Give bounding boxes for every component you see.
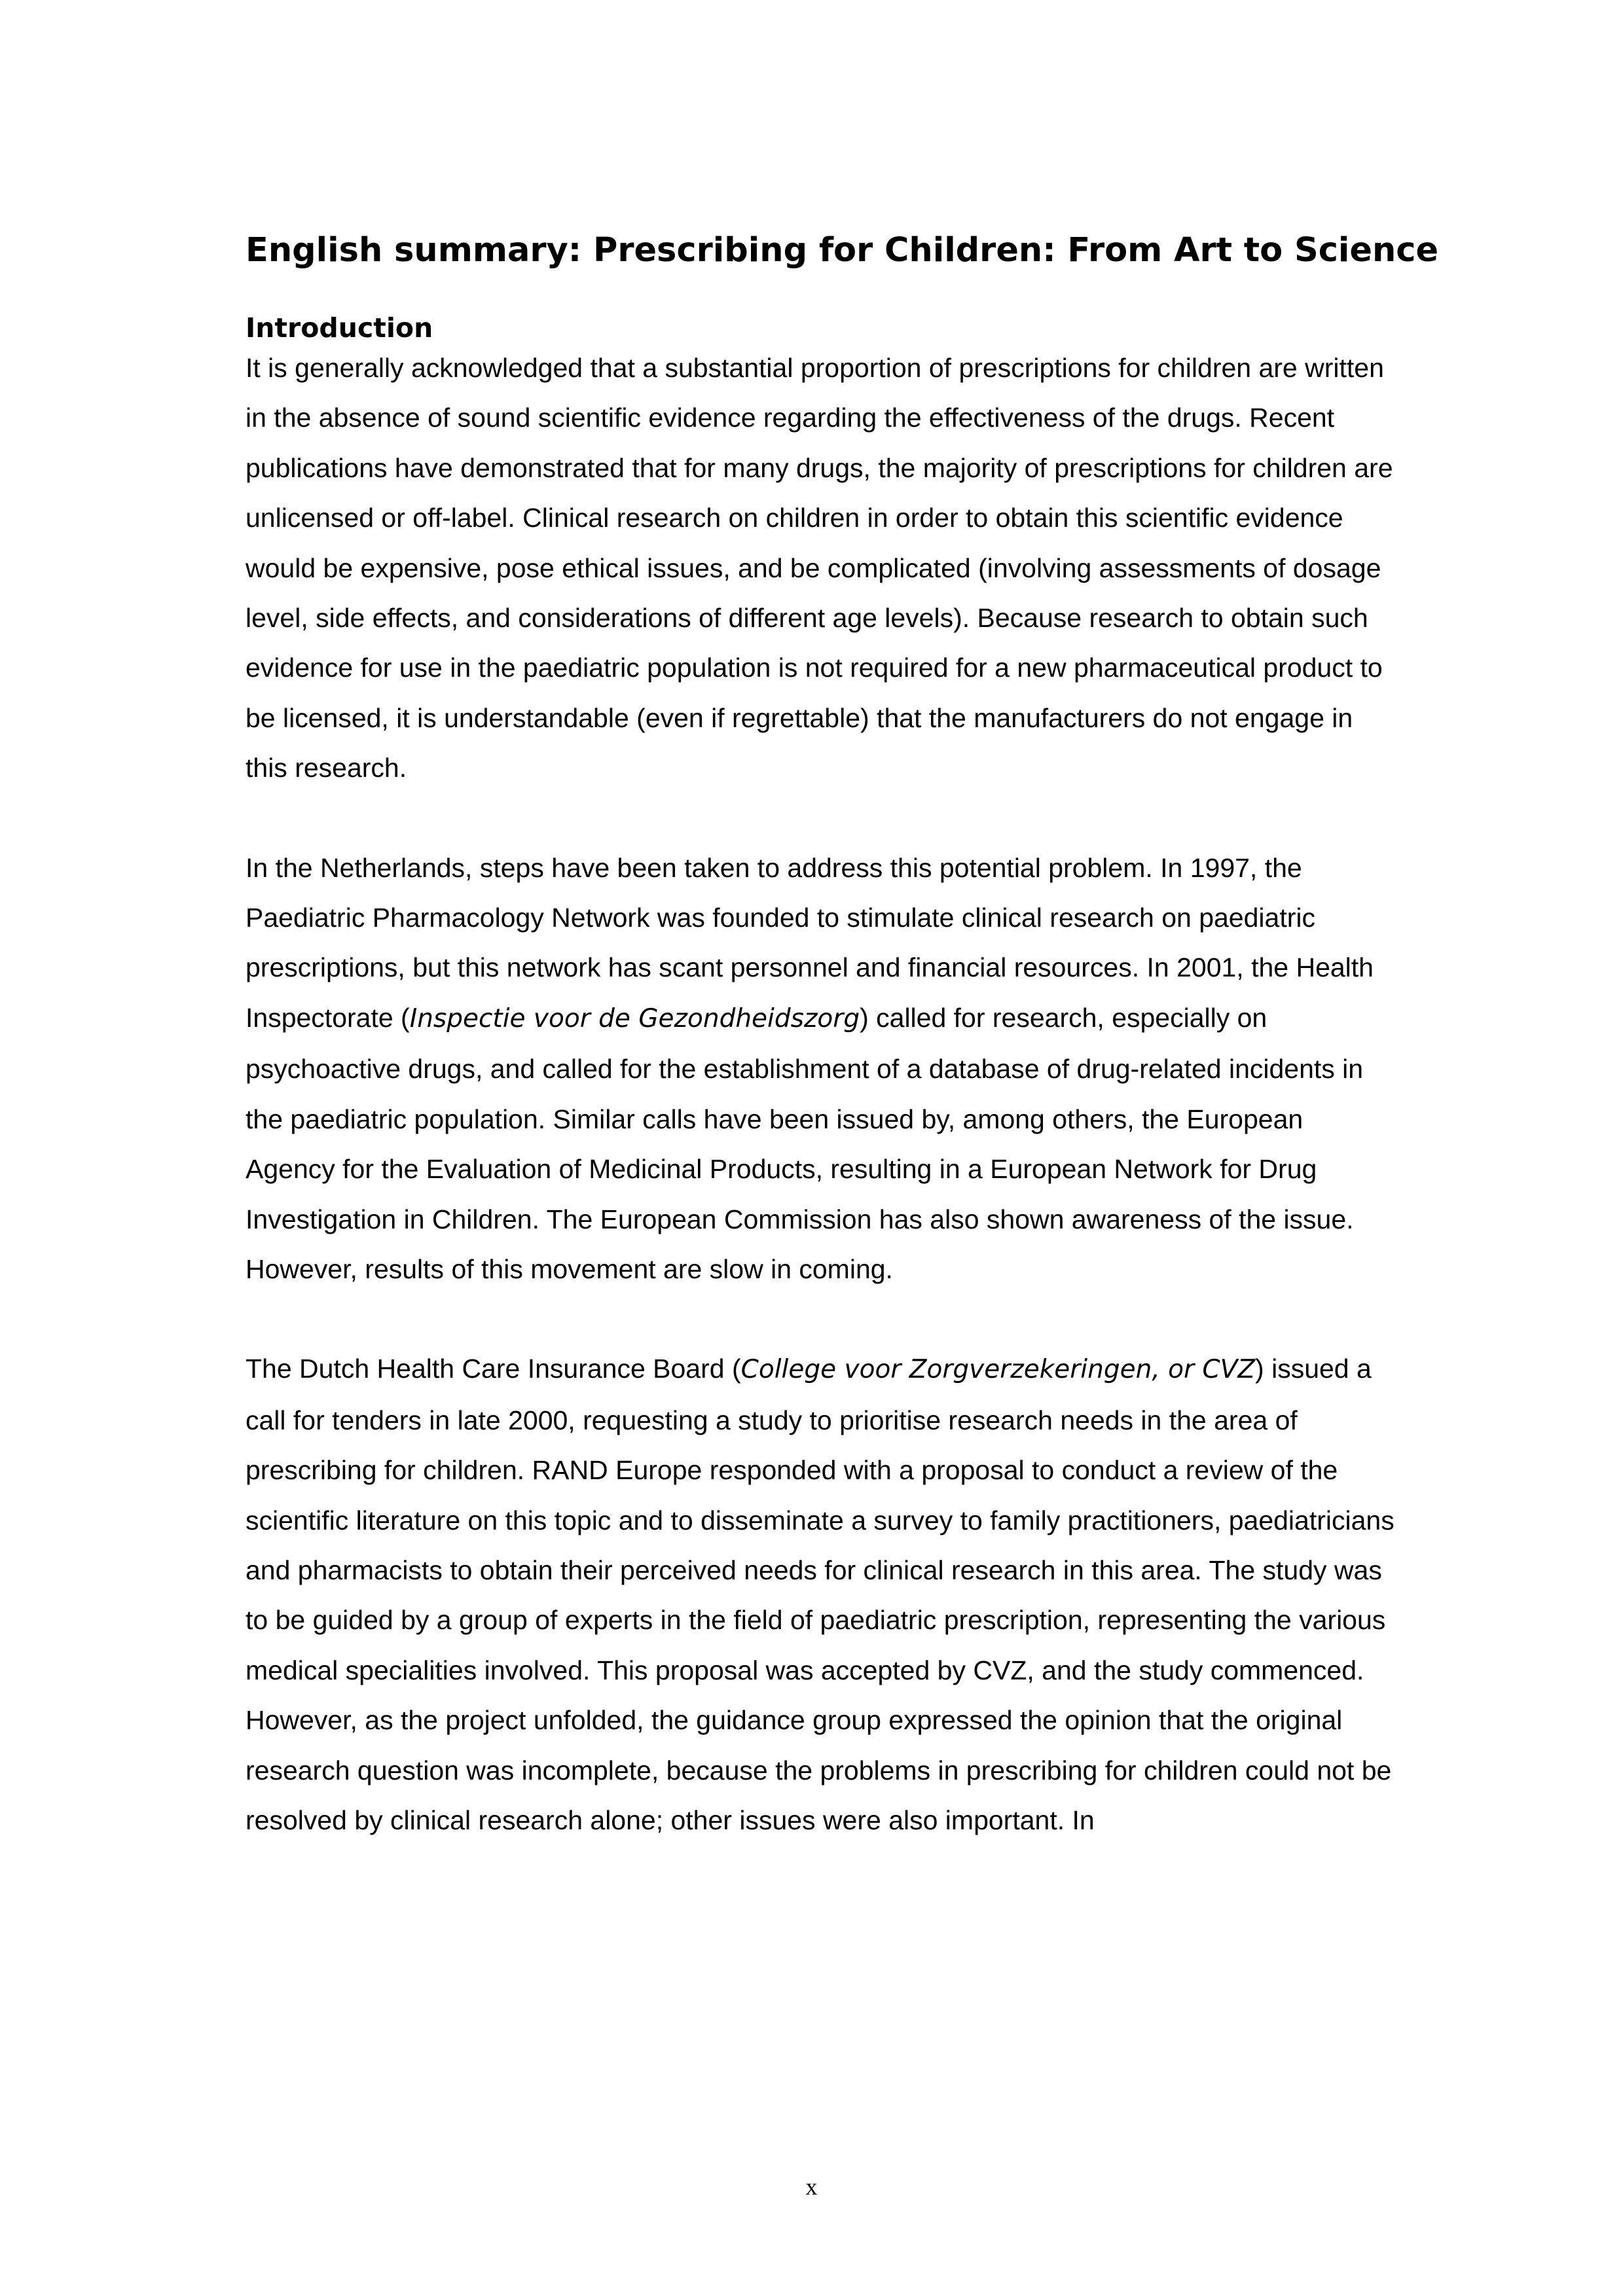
paragraph-3 xyxy=(246,1344,1398,1845)
paragraph-2 xyxy=(246,843,1398,1295)
paragraph-3-text-b: ) issued a call for tenders in late 2000, requesting a study to prioritise research needs in the area of prescribing for children. RAND Europe responded with a proposal to conduct a review of the scientific literature on this topic and to disseminate a survey to family practitioners, paediatricians and pharmacists to obtain their perceived needs for clinical research in this area. The study was to be guided by a group of experts in the field of paediatric prescription, representing the various medical specialities involved. This proposal was accepted by CVZ, and the study commenced. However, as the project unfolded, the guidance group expressed the opinion that the original research question was incomplete, because the problems in prescribing for children could not be resolved by clinical research alone; other issues were also important. In xyxy=(246,1354,1395,1835)
section-heading-introduction: Introduction xyxy=(246,312,433,344)
document-page xyxy=(246,228,1439,1845)
paragraph-3-text-a: The Dutch Health Care Insurance Board ( xyxy=(246,1354,741,1384)
paragraph-1: It is generally acknowledged that a substantial proportion of prescriptions for children are written in the absence of sound scientific evidence regarding the effectiveness of the drugs. Recent publications have demonstrated that for many drugs, the majority of prescriptions for children are unlicensed or off-label. Clinical research on children in order to obtain this scientific evidence would be expensive, pose ethical issues, and be complicated (involving assessments of dosage level, side effects, and considerations of different age levels). Because research to obtain such evidence for use in the paediatric population is not required for a new pharmaceutical product to be licensed, it is understandable (even if regrettable) that the manufacturers do not engage in this research. xyxy=(246,353,1393,783)
paragraph-2-italic-term: Inspectie voor de Gezondheidszorg xyxy=(409,1003,860,1033)
paragraph-2-text-b: ) called for research, especially on psychoactive drugs, and called for the establishment of a database of drug-related incidents in the paediatric population. Similar calls have been issued by, among others, the European Agency for the Evaluation of Medicinal Products, resulting in a European Network for Drug Investigation in Children. The European Commission has also shown awareness of the issue. However, results of this movement are slow in coming. xyxy=(246,1002,1364,1284)
page-number: x xyxy=(805,2174,818,2200)
paragraph-2-text-a: In the Netherlands, steps have been taken to address this potential problem. In 1997, the Paediatric Pharmacology Network was founded to stimulate clinical research on paediatric prescriptions, but this network has scant personnel and financial resources. In 2001, the Health Inspectorate ( xyxy=(246,852,1374,1033)
document-title: English summary: Prescribing for Children: From Art to Science xyxy=(246,231,1439,270)
paragraph-3-italic-term: College voor Zorgverzekeringen, or CVZ xyxy=(740,1355,1256,1385)
